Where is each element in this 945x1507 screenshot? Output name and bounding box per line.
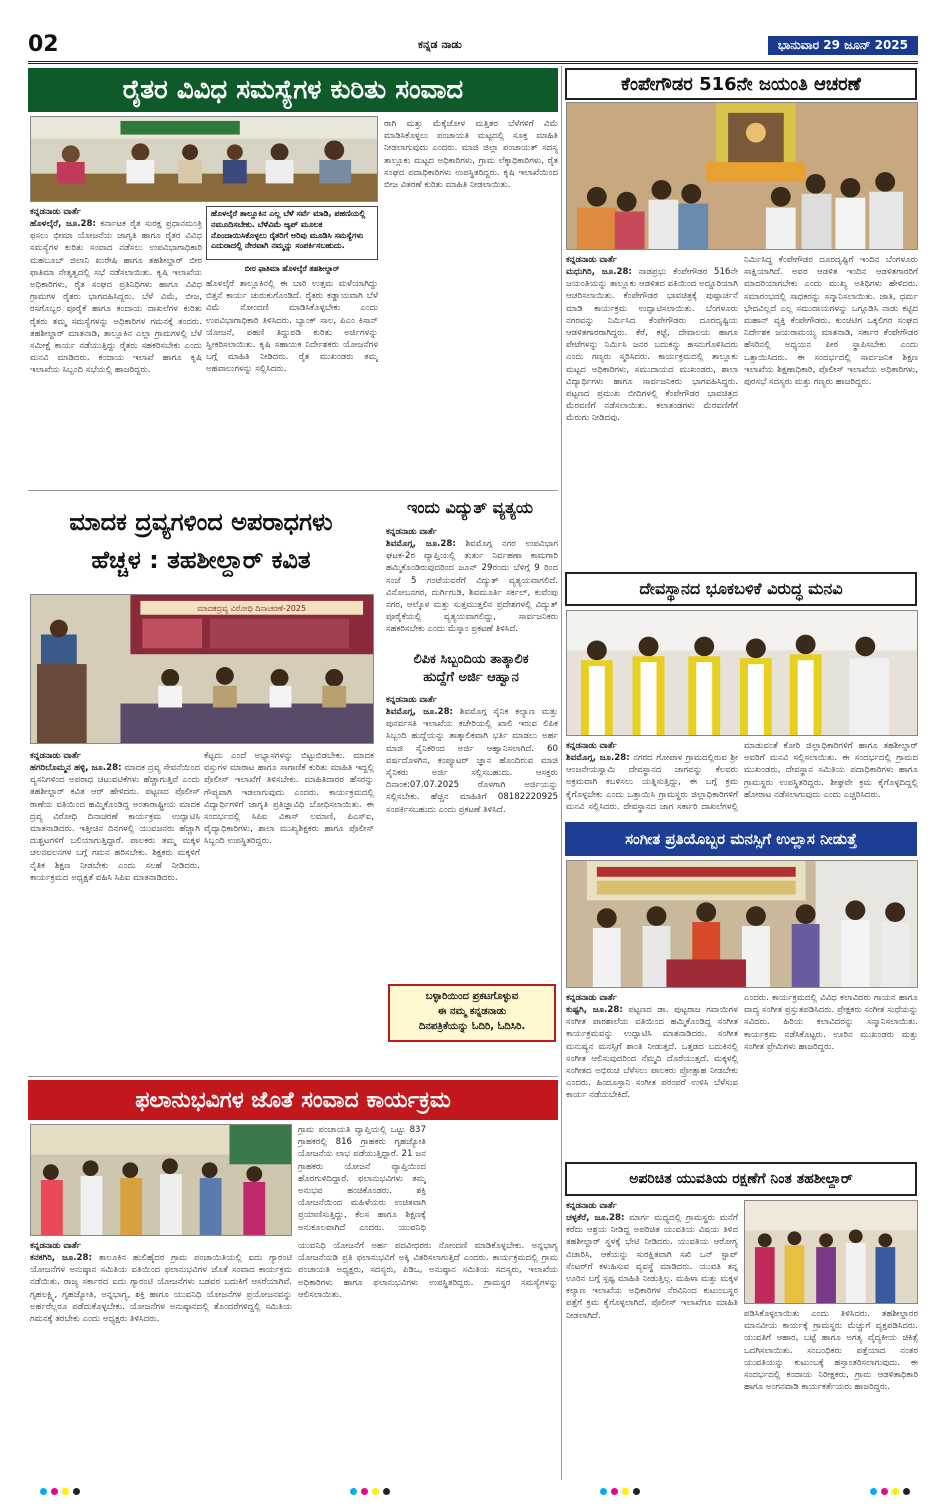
beneficiaries-byline: ಕನ್ನಡನಾಡು ವಾರ್ತೆ [30,1240,81,1250]
girl-body-left [566,1200,738,1476]
power-headline-text: ಇಂದು ವಿದ್ಯುತ್ ವ್ಯತ್ಯಯ [407,498,533,517]
temple-photo [566,610,918,736]
page-number: 02 [28,32,59,57]
music-text-right: ಎಂದರು. ಕಾರ್ಯಕ್ರಮದಲ್ಲಿ ವಿವಿಧ ಕಲಾವಿದರು ಗಾಯನ ಹಾಗೂ ವಾದ್ಯ ಸಂಗೀತ ಪ್ರಸ್ತುತಪಡಿಸಿದರು. ಪ್ರೇಕ್ಷಕರು ಸಂಗೀತ ಸುಧೆಯನ್ನು ಸವಿದರು. ಹಿರಿಯ ಕಲಾವಿದರನ್ನು ಸನ್ಮಾನಿಸಲಾಯಿತು. ಕಾರ್ಯಕ್ರಮ ನಡೆಸಿಕೊಟ್ಟರು. ಊರಿನ ಮುಖಂಡರು ಮತ್ತು ಸಂಗೀತ ಪ್ರೇಮಿಗಳು ಹಾಜರಿದ್ದರು. [744,993,918,1052]
column-divider [561,66,562,1480]
section-divider [28,1076,558,1077]
girl-photo [744,1200,918,1304]
girl-body-right [744,1308,918,1476]
promo-line2: ಈ ನಮ್ಮ ಕನ್ನಡನಾಡು [437,1006,507,1017]
beneficiaries-text-mid: ಗ್ರಾಮ ಪಂಚಾಯತಿ ವ್ಯಾಪ್ತಿಯಲ್ಲಿ ಒಟ್ಟು 837 ಗ್ರಾಹಕರಲ್ಲಿ 816 ಗ್ರಾಹಕರು ಗೃಹಜ್ಯೋತಿ ಯೋಜನೆಯ ಲಾಭ ಪಡೆಯುತ್ತಿದ್ದಾರೆ. 21 ಜನ ಗ್ರಾಹಕರು ಯೋಜನೆ ವ್ಯಾಪ್ತಿಯಿಂದ ಹೊರಗುಳಿದಿದ್ದಾರೆ. ಫಲಾನುಭವಿಗಳು ತಮ್ಮ ಅನುಭವ ಹಂಚಿಕೊಂಡರು. ಶಕ್ತಿ ಯೋಜನೆಯಿಂದ ಮಹಿಳೆಯರು ಉಚಿತವಾಗಿ ಪ್ರಯಾಣಿಸುತ್ತಿದ್ದು, ಕೆಲಸ ಹಾಗೂ ಶಿಕ್ಷಣಕ್ಕೆ ಅನುಕೂಲವಾಗಿದೆ ಎಂದರು. ಯುವನಿಧಿ [298,1125,426,1233]
beneficiaries-body-right [298,1240,558,1476]
beneficiaries-photo [30,1124,292,1236]
music-headline-text: ಸಂಗೀತ ಪ್ರತಿಯೊಬ್ಬರ ಮನಸ್ಸಿಗೆ ಉಲ್ಲಾಸ ನೀಡುತ್ತೆ [625,830,857,848]
print-color-marks [600,1488,640,1495]
beneficiaries-body-mid [298,1124,426,1236]
kempegowda-text-right: ನಿರ್ಮಿಸಿದ್ದ ಕೆಂಪೇಗೌಡರ ದೂರದೃಷ್ಟಿಗೆ ಇಂದಿನ ಬೆಂಗಳೂರು ಸಾಕ್ಷಿಯಾಗಿದೆ. ಅವರ ಆಡಳಿತ ಇಂದಿನ ಆಡಳಿತಗಾರರಿಗೆ ಮಾದರಿಯಾಗಬೇಕು ಎಂದು ಮುಖ್ಯ ಅತಿಥಿಗಳು ಹೇಳಿದರು. ಸಮಾರಂಭದಲ್ಲಿ ಸಾಧಕರನ್ನು ಸನ್ಮಾನಿಸಲಾಯಿತು. ಜಾತಿ, ಧರ್ಮ ಭೇದವಿಲ್ಲದೆ ಎಲ್ಲ ಸಮುದಾಯಗಳನ್ನು ಒಗ್ಗೂಡಿಸಿ ನಾಡು ಕಟ್ಟಿದ ಮಹಾನ್ ವ್ಯಕ್ತಿ ಕೆಂಪೇಗೌಡರು. ಕುಂಚಿಟಿಗ ಒಕ್ಕಲಿಗರ ಸಂಘದ ನಿರ್ದೇಶಕ ಜಯರಾಮಯ್ಯ ಮಾತನಾಡಿ, ಸರ್ಕಾರ ಕೆಂಪೇಗೌಡರ ಹೆಸರಿನಲ್ಲಿ ಅಧ್ಯಯನ ಪೀಠ ಸ್ಥಾಪಿಸಬೇಕು ಎಂದು ಒತ್ತಾಯಿಸಿದರು. ಈ ಸಂದರ್ಭದಲ್ಲಿ ಸಾರ್ವಜನಿಕ ಶಿಕ್ಷಣ ಇಲಾಖೆಯ ಶಿಕ್ಷಣಾಧಿಕಾರಿ, ಪೊಲೀಸ್ ಇಲಾಖೆಯ ಅಧಿಕಾರಿಗಳು, ಪುರಸಭೆ ಸದಸ್ಯರು ಮತ್ತು ಗಣ್ಯರು ಹಾಜರಿದ್ದರು. [744,255,918,388]
farmers-body-left [30,206,202,484]
clerk-text: ಶಿವಮೊಗ್ಗ ಸೈನಿಕ ಕಲ್ಯಾಣ ಮತ್ತು ಪುನರ್ವಸತಿ ಇಲಾಖೆಯ ಕಚೇರಿಯಲ್ಲಿ ಖಾಲಿ ಇರುವ ಲಿಪಿಕ ಸಿಬ್ಬಂದಿ ಹುದ್ದೆಯನ್ನು ತಾತ್ಕಾಲಿಕವಾಗಿ ಭರ್ತಿ ಮಾಡಲು ಅರ್ಹ ಮಾಜಿ ಸೈನಿಕರಿಂದ ಅರ್ಜಿ ಆಹ್ವಾನಿಸಲಾಗಿದೆ. 60 ವರ್ಷದೊಳಗಿನ, ಕಂಪ್ಯೂಟರ್ ಜ್ಞಾನ ಹೊಂದಿರುವ ಮಾಜಿ ಸೈನಿಕರು ಅರ್ಜಿ ಸಲ್ಲಿಸಬಹುದು. ಆಸಕ್ತರು ದಿನಾಂಕ:07.07.2025 ರೊಳಗಾಗಿ ಅರ್ಜಿಯನ್ನು ಸಲ್ಲಿಸಬೇಕು. ಹೆಚ್ಚಿನ ಮಾಹಿತಿಗೆ 08182220925 ಸಂಪರ್ಕಿಸಬಹುದು ಎಂದು ಪ್ರಕಟಣೆ ತಿಳಿಸಿದೆ. [386,706,558,815]
print-color-marks [40,1488,80,1495]
temple-byline: ಕನ್ನಡನಾಡು ವಾರ್ತೆ [566,740,617,750]
kempegowda-byline: ಕನ್ನಡನಾಡು ವಾರ್ತೆ [566,254,617,264]
drugs-text-right: ಕೆಟ್ಟದು ಎಂದೆ ಅಭ್ಯಾಸಗಳನ್ನು ಬಿಟ್ಟುಬಿಡಬೇಕು. ಮಾದಕ ವಸ್ತುಗಳ ಮಾರಾಟ ಹಾಗೂ ಸಾಗಾಣಿಕೆ ಕುರಿತು ಮಾಹಿತಿ ಇದ್ದಲ್ಲಿ ಪೊಲೀಸ್ ಇಲಾಖೆಗೆ ತಿಳಿಸಬೇಕು. ಮಾಹಿತಿದಾರರ ಹೆಸರನ್ನು ಗೌಪ್ಯವಾಗಿ ಇಡಲಾಗುವುದು ಎಂದರು. ಕಾರ್ಯಕ್ರಮದಲ್ಲಿ ವಿದ್ಯಾರ್ಥಿಗಳಿಗೆ ಜಾಗೃತಿ ಪ್ರತಿಜ್ಞಾವಿಧಿ ಬೋಧಿಸಲಾಯಿತು. ಈ ಸಂದರ್ಭದಲ್ಲಿ ಸಿಪಿಐ ವಿಕಾಸ್ ಲಮಾಣಿ, ಪಿಎಸ್ಐ, ವೈದ್ಯಾಧಿಕಾರಿಗಳು, ಶಾಲಾ ಮುಖ್ಯಶಿಕ್ಷಕರು ಹಾಗೂ ಪೊಲೀಸ್ ಸಿಬ್ಬಂದಿ ಉಪಸ್ಥಿತರಿದ್ದರು. [204,751,374,847]
farmers-place: ಹೊಳಲ್ಕೆರೆ, ಜೂ.28: [30,218,96,229]
farmers-byline: ಕನ್ನಡನಾಡು ವಾರ್ತೆ [30,206,81,216]
girl-text-left: ಮಾರ್ಗ ಮಧ್ಯದಲ್ಲಿ ಗ್ರಾಮಸ್ಥರು ಮನೆಗೆ ಕರೆದು ಆಶ್ರಯ ನೀಡಿದ್ದ ಅಪರಿಚಿತ ಯುವತಿಯ ವಿಷಯ ತಿಳಿದ ತಹಶೀಲ್ದಾರ್ ಸ್ಥಳಕ್ಕೆ ಭೇಟಿ ನೀಡಿದರು. ಯುವತಿಯ ಆರೋಗ್ಯ ವಿಚಾರಿಸಿ, ಆಕೆಯನ್ನು ಸುರಕ್ಷಿತವಾಗಿ ಸಖಿ ಒನ್ ಸ್ಟಾಪ್ ಸೆಂಟರ್‌ಗೆ ಕಳುಹಿಸುವ ವ್ಯವಸ್ಥೆ ಮಾಡಿದರು. ಯುವತಿ ತನ್ನ ಊರಿನ ಬಗ್ಗೆ ಸ್ಪಷ್ಟ ಮಾಹಿತಿ ನೀಡುತ್ತಿಲ್ಲ. ಮಹಿಳಾ ಮತ್ತು ಮಕ್ಕಳ ಕಲ್ಯಾಣ ಇಲಾಖೆಯ ಅಧಿಕಾರಿಗಳ ನೆರವಿನಿಂದ ಕುಟುಂಬಸ್ಥರ ಪತ್ತೆಗೆ ಕ್ರಮ ಕೈಗೊಳ್ಳಲಾಗಿದೆ. ಪೊಲೀಸ್ ಇಲಾಖೆಗೂ ಮಾಹಿತಿ ನೀಡಲಾಗಿದೆ. [566,1212,738,1321]
kempegowda-photo [566,102,918,250]
drugs-photo [30,594,374,744]
print-color-marks [350,1488,390,1495]
beneficiaries-headline [28,1080,558,1120]
kempegowda-body-left [566,254,738,566]
promo-line3: ದಿನಪತ್ರಿಕೆಯನ್ನು ಓದಿರಿ, ಓದಿಸಿರಿ. [418,1021,526,1032]
kempegowda-text-left: ನಾಡಪ್ರಭು ಕೆಂಪೇಗೌಡರ 516ನೇ ಜಯಂತಿಯನ್ನು ತಾಲ್ಲೂಕು ಆಡಳಿತದ ವತಿಯಿಂದ ಅದ್ದೂರಿಯಾಗಿ ಆಚರಿಸಲಾಯಿತು. ಕೆಂಪೇಗೌಡರ ಭಾವಚಿತ್ರಕ್ಕೆ ಪುಷ್ಪಾರ್ಚನೆ ಮಾಡಿ ಕಾರ್ಯಕ್ರಮ ಉದ್ಘಾಟಿಸಲಾಯಿತು. ಬೆಂಗಳೂರು ನಗರವನ್ನು ನಿರ್ಮಿಸಿದ ಕೆಂಪೇಗೌಡರು ದೂರದೃಷ್ಟಿಯ ಆಡಳಿತಗಾರರಾಗಿದ್ದರು. ಕೆರೆ, ಕಟ್ಟೆ, ದೇವಾಲಯ ಹಾಗೂ ಪೇಟೆಗಳನ್ನು ನಿರ್ಮಿಸಿ ಜನರ ಬದುಕನ್ನು ಹಸನುಗೊಳಿಸಿದರು ಎಂದು ಗಣ್ಯರು ಸ್ಮರಿಸಿದರು. ಕಾರ್ಯಕ್ರಮದಲ್ಲಿ ತಾಲ್ಲೂಕು ಮಟ್ಟದ ಅಧಿಕಾರಿಗಳು, ಸಮುದಾಯದ ಮುಖಂಡರು, ಶಾಲಾ ವಿದ್ಯಾರ್ಥಿಗಳು ಹಾಗೂ ಸಾರ್ವಜನಿಕರು ಭಾಗವಹಿಸಿದ್ದರು. ಪಟ್ಟಣದ ಪ್ರಮುಖ ಬೀದಿಗಳಲ್ಲಿ ಕೆಂಪೇಗೌಡರ ಭಾವಚಿತ್ರದ ಮೆರವಣಿಗೆ ನಡೆಸಲಾಯಿತು. ಕಲಾತಂಡಗಳು ಮೆರವಣಿಗೆಗೆ ಮೆರುಗು ನೀಡಿದವು. [566,266,738,424]
drugs-text-left: ಮಾದಕ ದ್ರವ್ಯ ಸೇವನೆಯಿಂದ ವ್ಯಸನಿಗಳಿಂದ ಅಪರಾಧ ಚಟುವಟಿಕೆಗಳು ಹೆಚ್ಚಾಗುತ್ತಿವೆ ಎಂದು ತಹಶೀಲ್ದಾರ್ ಕವಿತ ಆರ್ ಹೇಳಿದರು. ಪಟ್ಟಣದ ಪೊಲೀಸ್ ಠಾಣೆಯ ವತಿಯಿಂದ ಹಮ್ಮಿಕೊಂಡಿದ್ದ ಅಂತಾರಾಷ್ಟ್ರೀಯ ಮಾದಕ ದ್ರವ್ಯ ವಿರೋಧಿ ದಿನಾಚರಣೆ ಕಾರ್ಯಕ್ರಮ ಉದ್ಘಾಟಿಸಿ ಮಾತನಾಡಿದರು. ಇತ್ತೀಚಿನ ದಿನಗಳಲ್ಲಿ ಯುವಜನರು ಹೆಚ್ಚಾಗಿ ದುಶ್ಚಟಗಳಿಗೆ ಬಲಿಯಾಗುತ್ತಿದ್ದಾರೆ. ಪಾಲಕರು ತಮ್ಮ ಮಕ್ಕಳ ಚಲನವಲನಗಳ ಬಗ್ಗೆ ಗಮನ ಹರಿಸಬೇಕು. ಶಿಕ್ಷಕರು ಮಕ್ಕಳಿಗೆ ನೈತಿಕ ಶಿಕ್ಷಣ ನೀಡಬೇಕು ಎಂದು ಸಲಹೆ ನೀಡಿದರು. ಕಾರ್ಯಕ್ರಮದ ಅಧ್ಯಕ್ಷತೆ ವಹಿಸಿ ಸಿಪಿಐ ಮಾತನಾಡಿದರು. [30,762,200,883]
temple-text-right: ಮಾಡುವಂತೆ ಕೋರಿ ಜಿಲ್ಲಾಧಿಕಾರಿಗಳಿಗೆ ಹಾಗೂ ತಹಶೀಲ್ದಾರ್ ಅವರಿಗೆ ಮನವಿ ಸಲ್ಲಿಸಲಾಯಿತು. ಈ ಸಂದರ್ಭದಲ್ಲಿ ಗ್ರಾಮದ ಮುಖಂಡರು, ದೇವಸ್ಥಾನ ಸಮಿತಿಯ ಪದಾಧಿಕಾರಿಗಳು ಹಾಗೂ ಗ್ರಾಮಸ್ಥರು ಉಪಸ್ಥಿತರಿದ್ದರು. ಶೀಘ್ರವೇ ಕ್ರಮ ಕೈಗೊಳ್ಳದಿದ್ದಲ್ಲಿ ಹೋರಾಟ ನಡೆಸಲಾಗುವುದು ಎಂದು ಎಚ್ಚರಿಸಿದರು. [744,741,918,800]
clerk-place: ಶಿವಮೊಗ್ಗ, ಜೂ.28: [386,706,453,717]
promo-box [388,984,556,1042]
drugs-headline [28,494,374,588]
drugs-headline-line2: ಹೆಚ್ಚಳ : ತಹಶೀಲ್ದಾರ್ ಕವಿತ [91,546,311,574]
music-place: ಕುಷ್ಟಗಿ, ಜೂ.28: [566,1004,623,1015]
temple-body-left [566,740,738,814]
kempegowda-place: ಮಧುಗಿರಿ, ಜೂ.28: [566,266,632,277]
girl-headline-text: ಅಪರಿಚಿತ ಯುವತಿಯ ರಕ್ಷಣೆಗೆ ನಿಂತ ತಹಶೀಲ್ದಾರ್ [629,1171,853,1187]
drugs-body-right [204,750,374,1072]
farmers-body-right [384,118,558,484]
girl-byline: ಕನ್ನಡನಾಡು ವಾರ್ತೆ [566,1200,617,1210]
farmers-headline-text: ರೈತರ ವಿವಿಧ ಸಮಸ್ಯೆಗಳ ಕುರಿತು ಸಂವಾದ [122,74,464,105]
farmers-photo-credit [206,262,378,276]
beneficiaries-text-right: ಯುವನಿಧಿ ಯೋಜನೆಗೆ ಅರ್ಹ ಪದವೀಧರರು ನೋಂದಣಿ ಮಾಡಿಕೊಳ್ಳಬೇಕು. ಅನ್ನಭಾಗ್ಯ ಯೋಜನೆಯಡಿ ಪ್ರತಿ ಫಲಾನುಭವಿಗೆ ಅಕ್ಕಿ ವಿತರಿಸಲಾಗುತ್ತಿದೆ ಎಂದರು. ಕಾರ್ಯಕ್ರಮದಲ್ಲಿ ಗ್ರಾಮ ಪಂಚಾಯತಿ ಅಧ್ಯಕ್ಷರು, ಸದಸ್ಯರು, ಪಿಡಿಒ, ಅನುಷ್ಠಾನ ಸಮಿತಿಯ ಸದಸ್ಯರು, ಇಲಾಖೆಯ ಅಧಿಕಾರಿಗಳು ಹಾಗೂ ಫಲಾನುಭವಿಗಳು ಉಪಸ್ಥಿತರಿದ್ದರು. ಗ್ರಾಮಸ್ಥರ ಸಮಸ್ಯೆಗಳನ್ನು ಆಲಿಸಲಾಯಿತು. [298,1241,558,1300]
farmers-credit-text: ಬೀರ ಫಾತಿಮಾ ಹೊಳಲ್ಕೆರೆ ತಹಶೀಲ್ದಾರ್ [244,264,340,273]
girl-headline [565,1162,917,1196]
beneficiaries-body-left [30,1240,292,1476]
temple-headline [565,572,917,606]
music-body-right [744,992,918,1156]
farmers-text-right: ರಾಗಿ ಮತ್ತು ಮೆಕ್ಕೆಜೋಳ ಮತ್ತಿತರ ಬೆಳೆಗಳಿಗೆ ವಿಮೆ ಮಾಡಿಸಿಕೊಳ್ಳಲು ಪಂಚಾಯತಿ ಮಟ್ಟದಲ್ಲಿ ಸೂಕ್ತ ಮಾಹಿತಿ ನೀಡಲಾಗುವುದು ಎಂದರು. ಮಾಜಿ ಜಿಲ್ಲಾ ಪಂಚಾಯತ್ ಸದಸ್ಯ ತಾಲ್ಲೂಕು ಮಟ್ಟದ ಅಧಿಕಾರಿಗಳು, ಗ್ರಾಮ ಲೆಕ್ಕಾಧಿಕಾರಿಗಳು, ರೈತ ಸಂಘದ ಪದಾಧಿಕಾರಿಗಳು ಉಪಸ್ಥಿತರಿದ್ದರು. ಕೃಷಿ ಇಲಾಖೆಯಿಂದ ಬೀಜ ವಿತರಣೆ ಕುರಿತು ಮಾಹಿತಿ ನೀಡಲಾಯಿತು. [384,119,558,191]
clerk-headline-line2: ಹುದ್ದೆಗೆ ಅರ್ಜಿ ಆಹ್ವಾನ [423,670,519,685]
issue-date: ಭಾನುವಾರ 29 ಜೂನ್ 2025 [768,36,918,55]
farmers-text-left: ಕರ್ನಾಟಕ ರೈತ ಸುರಕ್ಷ ಪ್ರಧಾನಮಂತ್ರಿ ಫಸಲು ಭೀಮಾ ಯೋಜನೆಯ ಜಾಗೃತಿ ಹಾಗೂ ರೈತರ ವಿವಿಧ ಸಮಸ್ಯೆಗಳ ಕುರಿತು ಸಂವಾದ ನಡೆಸಲು ಉಪವಿಭಾಗಾಧಿಕಾರಿ ಮಹಬೂಬ್ ಜಿಲಾನಿ ಖುರೇಷಿ ಹಾಗೂ ತಹಶೀಲ್ದಾರ್ ಬೀರ ಫಾತಿಮಾ ನೇತೃತ್ವದಲ್ಲಿ ಸಭೆ ನಡೆಸಲಾಯಿತು. ಕೃಷಿ ಇಲಾಖೆಯ ಅಧಿಕಾರಿಗಳು, ರೈತ ಸಂಘದ ಪ್ರತಿನಿಧಿಗಳು ಹಾಗೂ ವಿವಿಧ ಗ್ರಾಮಗಳ ರೈತರು ಭಾಗವಹಿಸಿದ್ದರು. ಬೆಳೆ ವಿಮೆ, ಬೀಜ, ರಸಗೊಬ್ಬರ ಪೂರೈಕೆ ಹಾಗೂ ಕಂದಾಯ ದಾಖಲೆಗಳ ಕುರಿತು ರೈತರು ತಮ್ಮ ಸಮಸ್ಯೆಗಳನ್ನು ಅಧಿಕಾರಿಗಳ ಗಮನಕ್ಕೆ ತಂದರು. ತಹಶೀಲ್ದಾರ್ ಮಾತನಾಡಿ, ತಾಲ್ಲೂಕಿನ ಎಲ್ಲಾ ಗ್ರಾಮಗಳಲ್ಲಿ ಬೆಳೆ ಸಮೀಕ್ಷೆ ಕಾರ್ಯ ನಡೆಯುತ್ತಿದ್ದು ರೈತರು ಸಹಕರಿಸಬೇಕು ಎಂದು ಮನವಿ ಮಾಡಿದರು. ಕಂದಾಯ ಇಲಾಖೆ ಹಾಗೂ ಕೃಷಿ ಇಲಾಖೆಯ ಸಿಬ್ಬಂದಿ ಸಭೆಯಲ್ಲಿ ಹಾಜರಿದ್ದರು. [30,218,202,376]
clerk-body [386,694,558,974]
kempegowda-headline-text: ಕೆಂಪೇಗೌಡರ 516ನೇ ಜಯಂತಿ ಆಚರಣೆ [621,73,861,95]
drugs-body-left [30,750,200,1072]
beneficiaries-text-left: ತಾಲೂಕಿನ ಹುಲಿಹೈದರ ಗ್ರಾಮ ಪಂಚಾಯಿತಿಯಲ್ಲಿ ಐದು ಗ್ಯಾರಂಟಿ ಯೋಜನೆಗಳ ಅನುಷ್ಠಾನ ಸಮಿತಿಯ ವತಿಯಿಂದ ಫಲಾನುಭವಿಗಳ ಜೊತೆ ಸಂವಾದ ಕಾರ್ಯಕ್ರಮ ನಡೆಯಿತು. ರಾಜ್ಯ ಸರ್ಕಾರದ ಐದು ಗ್ಯಾರಂಟಿ ಯೋಜನೆಗಳು ಬಡವರ ಬದುಕಿಗೆ ಆಸರೆಯಾಗಿವೆ. ಗೃಹಲಕ್ಷ್ಮಿ, ಗೃಹಜ್ಯೋತಿ, ಅನ್ನಭಾಗ್ಯ, ಶಕ್ತಿ ಹಾಗೂ ಯುವನಿಧಿ ಯೋಜನೆಗಳ ಪ್ರಯೋಜನವನ್ನು ಅರ್ಹರೆಲ್ಲರೂ ಪಡೆದುಕೊಳ್ಳಬೇಕು. ಯೋಜನೆಗಳ ಅನುಷ್ಠಾನದಲ್ಲಿ ತೊಂದರೆಗಳಿದ್ದಲ್ಲಿ ಸಮಿತಿಯ ಗಮನಕ್ಕೆ ತರಬೇಕು ಎಂದು ಅಧ್ಯಕ್ಷರು ತಿಳಿಸಿದರು. [30,1252,292,1324]
temple-place: ಶಿವಮೊಗ್ಗ, ಜೂ.28: [566,752,630,763]
masthead [28,30,918,64]
drugs-byline: ಕನ್ನಡನಾಡು ವಾರ್ತೆ [30,750,81,760]
music-headline [565,822,917,856]
farmers-body-mid [206,278,378,484]
farmers-caption-text: ಹೊಳಲ್ಕೆರೆ ತಾಲ್ಲೂಕಿನ ಎಲ್ಲ ಬೆಳೆ ಸರ್ವೆ ಮಾಡಿ, ಪಹಣಿಯಲ್ಲಿ ನಮೂದಿಸಬೇಕು. ಬೆಳೆವಿಮೆ ಆ್ಯಪ್ ಮೂಲಕ ನೊಂದಾಯಿಸಿಕೊಳ್ಳಲು ರೈತರಿಗೆ ಅರಿವು ಮೂಡಿಸಿ ಸಮಸ್ಯೆಗಳು ಎದುರಾದಲ್ಲಿ ನೇರವಾಗಿ ನಮ್ಮನ್ನು ಸಂಪರ್ಕಿಸಬಹುದು. [211,209,366,251]
power-text: ಶಿವಮೊಗ್ಗ ನಗರ ಉಪವಿಭಾಗ ಘಟಕ-2ರ ವ್ಯಾಪ್ತಿಯಲ್ಲಿ ತುರ್ತು ನಿರ್ವಹಣಾ ಕಾಮಗಾರಿ ಹಮ್ಮಿಕೊಂಡಿರುವುದರಿಂದ ಜೂನ್ 29ರಂದು ಬೆಳಿಗ್ಗೆ 9 ರಿಂದ ಸಂಜೆ 5 ಗಂಟೆಯವರೆಗೆ ವಿದ್ಯುತ್ ವ್ಯತ್ಯಯವಾಗಲಿದೆ. ವಿನೋಬನಗರ, ದುರ್ಗಿಗುಡಿ, ಶಿವಮೂರ್ತಿ ಸರ್ಕಲ್, ಕುವೆಂಪು ನಗರ, ಆಲ್ಕೊಳ ಮತ್ತು ಸುತ್ತಮುತ್ತಲಿನ ಪ್ರದೇಶಗಳಲ್ಲಿ ವಿದ್ಯುತ್ ಪೂರೈಕೆಯಲ್ಲಿ ವ್ಯತ್ಯಯವಾಗಲಿದ್ದು, ಸಾರ್ವಜನಿಕರು ಸಹಕರಿಸಬೇಕು ಎಂದು ಮೆಸ್ಕಾಂ ಪ್ರಕಟಣೆ ತಿಳಿಸಿದೆ. [386,538,558,635]
music-body-left [566,992,738,1156]
temple-headline-text: ದೇವಸ್ಥಾನದ ಭೂಕಬಳಿಕೆ ವಿರುದ್ಧ ಮನವಿ [639,579,843,598]
beneficiaries-place: ಕನಕಗಿರಿ, ಜೂ.28: [30,1252,92,1263]
power-body [386,526,558,644]
temple-body-right [744,740,918,814]
promo-line1: ಬಳ್ಳಾರಿಯಿಂದ ಪ್ರಕಟಗೊಳ್ಳುವ [425,991,519,1002]
farmers-headline [28,68,558,112]
kempegowda-headline [565,68,917,100]
farmers-text-mid: ಹೊಳಲ್ಕೆರೆ ತಾಲ್ಲೂಕಿನಲ್ಲಿ ಈ ಬಾರಿ ಉತ್ತಮ ಮಳೆಯಾಗಿದ್ದು ಬಿತ್ತನೆ ಕಾರ್ಯ ಚುರುಕುಗೊಂಡಿದೆ. ರೈತರು ಕಡ್ಡಾಯವಾಗಿ ಬೆಳೆ ವಿಮೆ ನೋಂದಣಿ ಮಾಡಿಸಿಕೊಳ್ಳಬೇಕು ಎಂದು ಉಪವಿಭಾಗಾಧಿಕಾರಿ ತಿಳಿಸಿದರು. ಬ್ಯಾಂಕ್ ಸಾಲ, ಪಿಎಂ ಕಿಸಾನ್ ಯೋಜನೆ, ಪಹಣಿ ತಿದ್ದುಪಡಿ ಕುರಿತು ಅರ್ಜಿಗಳನ್ನು ಸ್ವೀಕರಿಸಲಾಯಿತು. ಕೃಷಿ ಸಹಾಯಕ ನಿರ್ದೇಶಕರು ಯೋಜನೆಗಳ ಬಗ್ಗೆ ಮಾಹಿತಿ ನೀಡಿದರು. ರೈತ ಮುಖಂಡರು ತಮ್ಮ ಅಹವಾಲುಗಳನ್ನು ಸಲ್ಲಿಸಿದರು. [206,279,378,375]
section-divider [28,490,558,491]
clerk-byline: ಕನ್ನಡನಾಡು ವಾರ್ತೆ [386,694,437,704]
power-byline: ಕನ್ನಡನಾಡು ವಾರ್ತೆ [386,526,437,536]
drugs-headline-line1: ಮಾದಕ ದ್ರವ್ಯಗಳಿಂದ ಅಪರಾಧಗಳು [69,507,333,536]
farmers-photo-caption [206,206,378,260]
farmers-photo [30,116,378,202]
power-headline [384,494,556,522]
power-place: ಶಿವಮೊಗ್ಗ, ಜೂ.28: [386,538,456,549]
kempegowda-body-right [744,254,918,566]
paper-name: ಕನ್ನಡ ನಾಡು [418,38,462,51]
music-photo [566,860,918,988]
clerk-headline-line1: ಲಿಪಿಕ ಸಿಬ್ಬಂದಿಯ ತಾತ್ಕಾಲಿಕ [413,651,529,667]
music-text-left: ಪಟ್ಟಣದ ಡಾ. ಪುಟ್ಟರಾಜ ಗವಾಯಿಗಳ ಸಂಗೀತ ಪಾಠಶಾಲೆಯ ವತಿಯಿಂದ ಹಮ್ಮಿಕೊಂಡಿದ್ದ ಸಂಗೀತ ಕಾರ್ಯಕ್ರಮವನ್ನು ಉದ್ಘಾಟಿಸಿ ಮಾತನಾಡಿದರು. ಸಂಗೀತ ಮನುಷ್ಯನ ಮನಸ್ಸಿಗೆ ಶಾಂತಿ ನೀಡುತ್ತದೆ. ಒತ್ತಡದ ಬದುಕಿನಲ್ಲಿ ಸಂಗೀತ ಆಲಿಸುವುದರಿಂದ ನೆಮ್ಮದಿ ದೊರೆಯುತ್ತದೆ. ಮಕ್ಕಳಲ್ಲಿ ಸಂಗೀತದ ಅಭಿರುಚಿ ಬೆಳೆಸಲು ಪಾಲಕರು ಪ್ರೋತ್ಸಾಹ ನೀಡಬೇಕು ಎಂದರು. ಹಿಂದೂಸ್ತಾನಿ ಸಂಗೀತ ಪರಂಪರೆ ಉಳಿಸಿ ಬೆಳೆಸುವ ಕಾರ್ಯ ನಡೆಯಬೇಕಿದೆ. [566,1004,738,1101]
music-byline: ಕನ್ನಡನಾಡು ವಾರ್ತೆ [566,992,617,1002]
girl-place: ಚಳ್ಳಕೆರೆ, ಜೂ.28: [566,1212,625,1223]
beneficiaries-headline-text: ಫಲಾನುಭವಿಗಳ ಜೊತೆ ಸಂವಾದ ಕಾರ್ಯಕ್ರಮ [135,1087,451,1113]
drugs-banner-text: ಮಾದಕದ್ರವ್ಯ ವಿರೋಧಿ ದಿನಾಚರಣೆ-2025 [197,603,307,613]
girl-text-right: ಪಡಿಸಿಕೊಳ್ಳಲಾಯಿತು ಎಂದು ತಿಳಿಸಿದರು. ತಹಶೀಲ್ದಾರರ ಮಾನವೀಯ ಕಾರ್ಯಕ್ಕೆ ಗ್ರಾಮಸ್ಥರು ಮೆಚ್ಚುಗೆ ವ್ಯಕ್ತಪಡಿಸಿದರು. ಯುವತಿಗೆ ಆಹಾರ, ಬಟ್ಟೆ ಹಾಗೂ ಅಗತ್ಯ ವೈದ್ಯಕೀಯ ಚಿಕಿತ್ಸೆ ಒದಗಿಸಲಾಯಿತು. ಸಂಬಂಧಿಕರು ಪತ್ತೆಯಾದ ನಂತರ ಯುವತಿಯನ್ನು ಕುಟುಂಬಕ್ಕೆ ಹಸ್ತಾಂತರಿಸಲಾಗುವುದು. ಈ ಸಂದರ್ಭದಲ್ಲಿ ಕಂದಾಯ ನಿರೀಕ್ಷಕರು, ಗ್ರಾಮ ಆಡಳಿತಾಧಿಕಾರಿ ಹಾಗೂ ಅಂಗನವಾಡಿ ಕಾರ್ಯಕರ್ತೆಯರು ಹಾಜರಿದ್ದರು. [744,1309,918,1393]
temple-text-left: ನಗರದ ಗೋಪಾಳ ಗ್ರಾಮದಲ್ಲಿರುವ ಶ್ರೀ ಆಂಜನೇಯಸ್ವಾಮಿ ದೇವಸ್ಥಾನದ ಜಾಗವನ್ನು ಕೆಲವರು ಅಕ್ರಮವಾಗಿ ಕಬಳಿಸಲು ಯತ್ನಿಸುತ್ತಿದ್ದು, ಈ ಬಗ್ಗೆ ಕ್ರಮ ಕೈಗೊಳ್ಳಬೇಕು ಎಂದು ಒತ್ತಾಯಿಸಿ ಗ್ರಾಮಸ್ಥರು ಜಿಲ್ಲಾಧಿಕಾರಿಗಳಿಗೆ ಮನವಿ ಸಲ್ಲಿಸಿದರು. ದೇವಸ್ಥಾನದ ಜಾಗ ಸರ್ಕಾರಿ ದಾಖಲೆಗಳಲ್ಲಿ [566,752,738,812]
clerk-headline [384,648,558,690]
drugs-place: ಹಗರಿಬೊಮ್ಮನ ಹಳ್ಳಿ, ಜೂ.28: [30,762,122,773]
print-color-marks [870,1488,910,1495]
